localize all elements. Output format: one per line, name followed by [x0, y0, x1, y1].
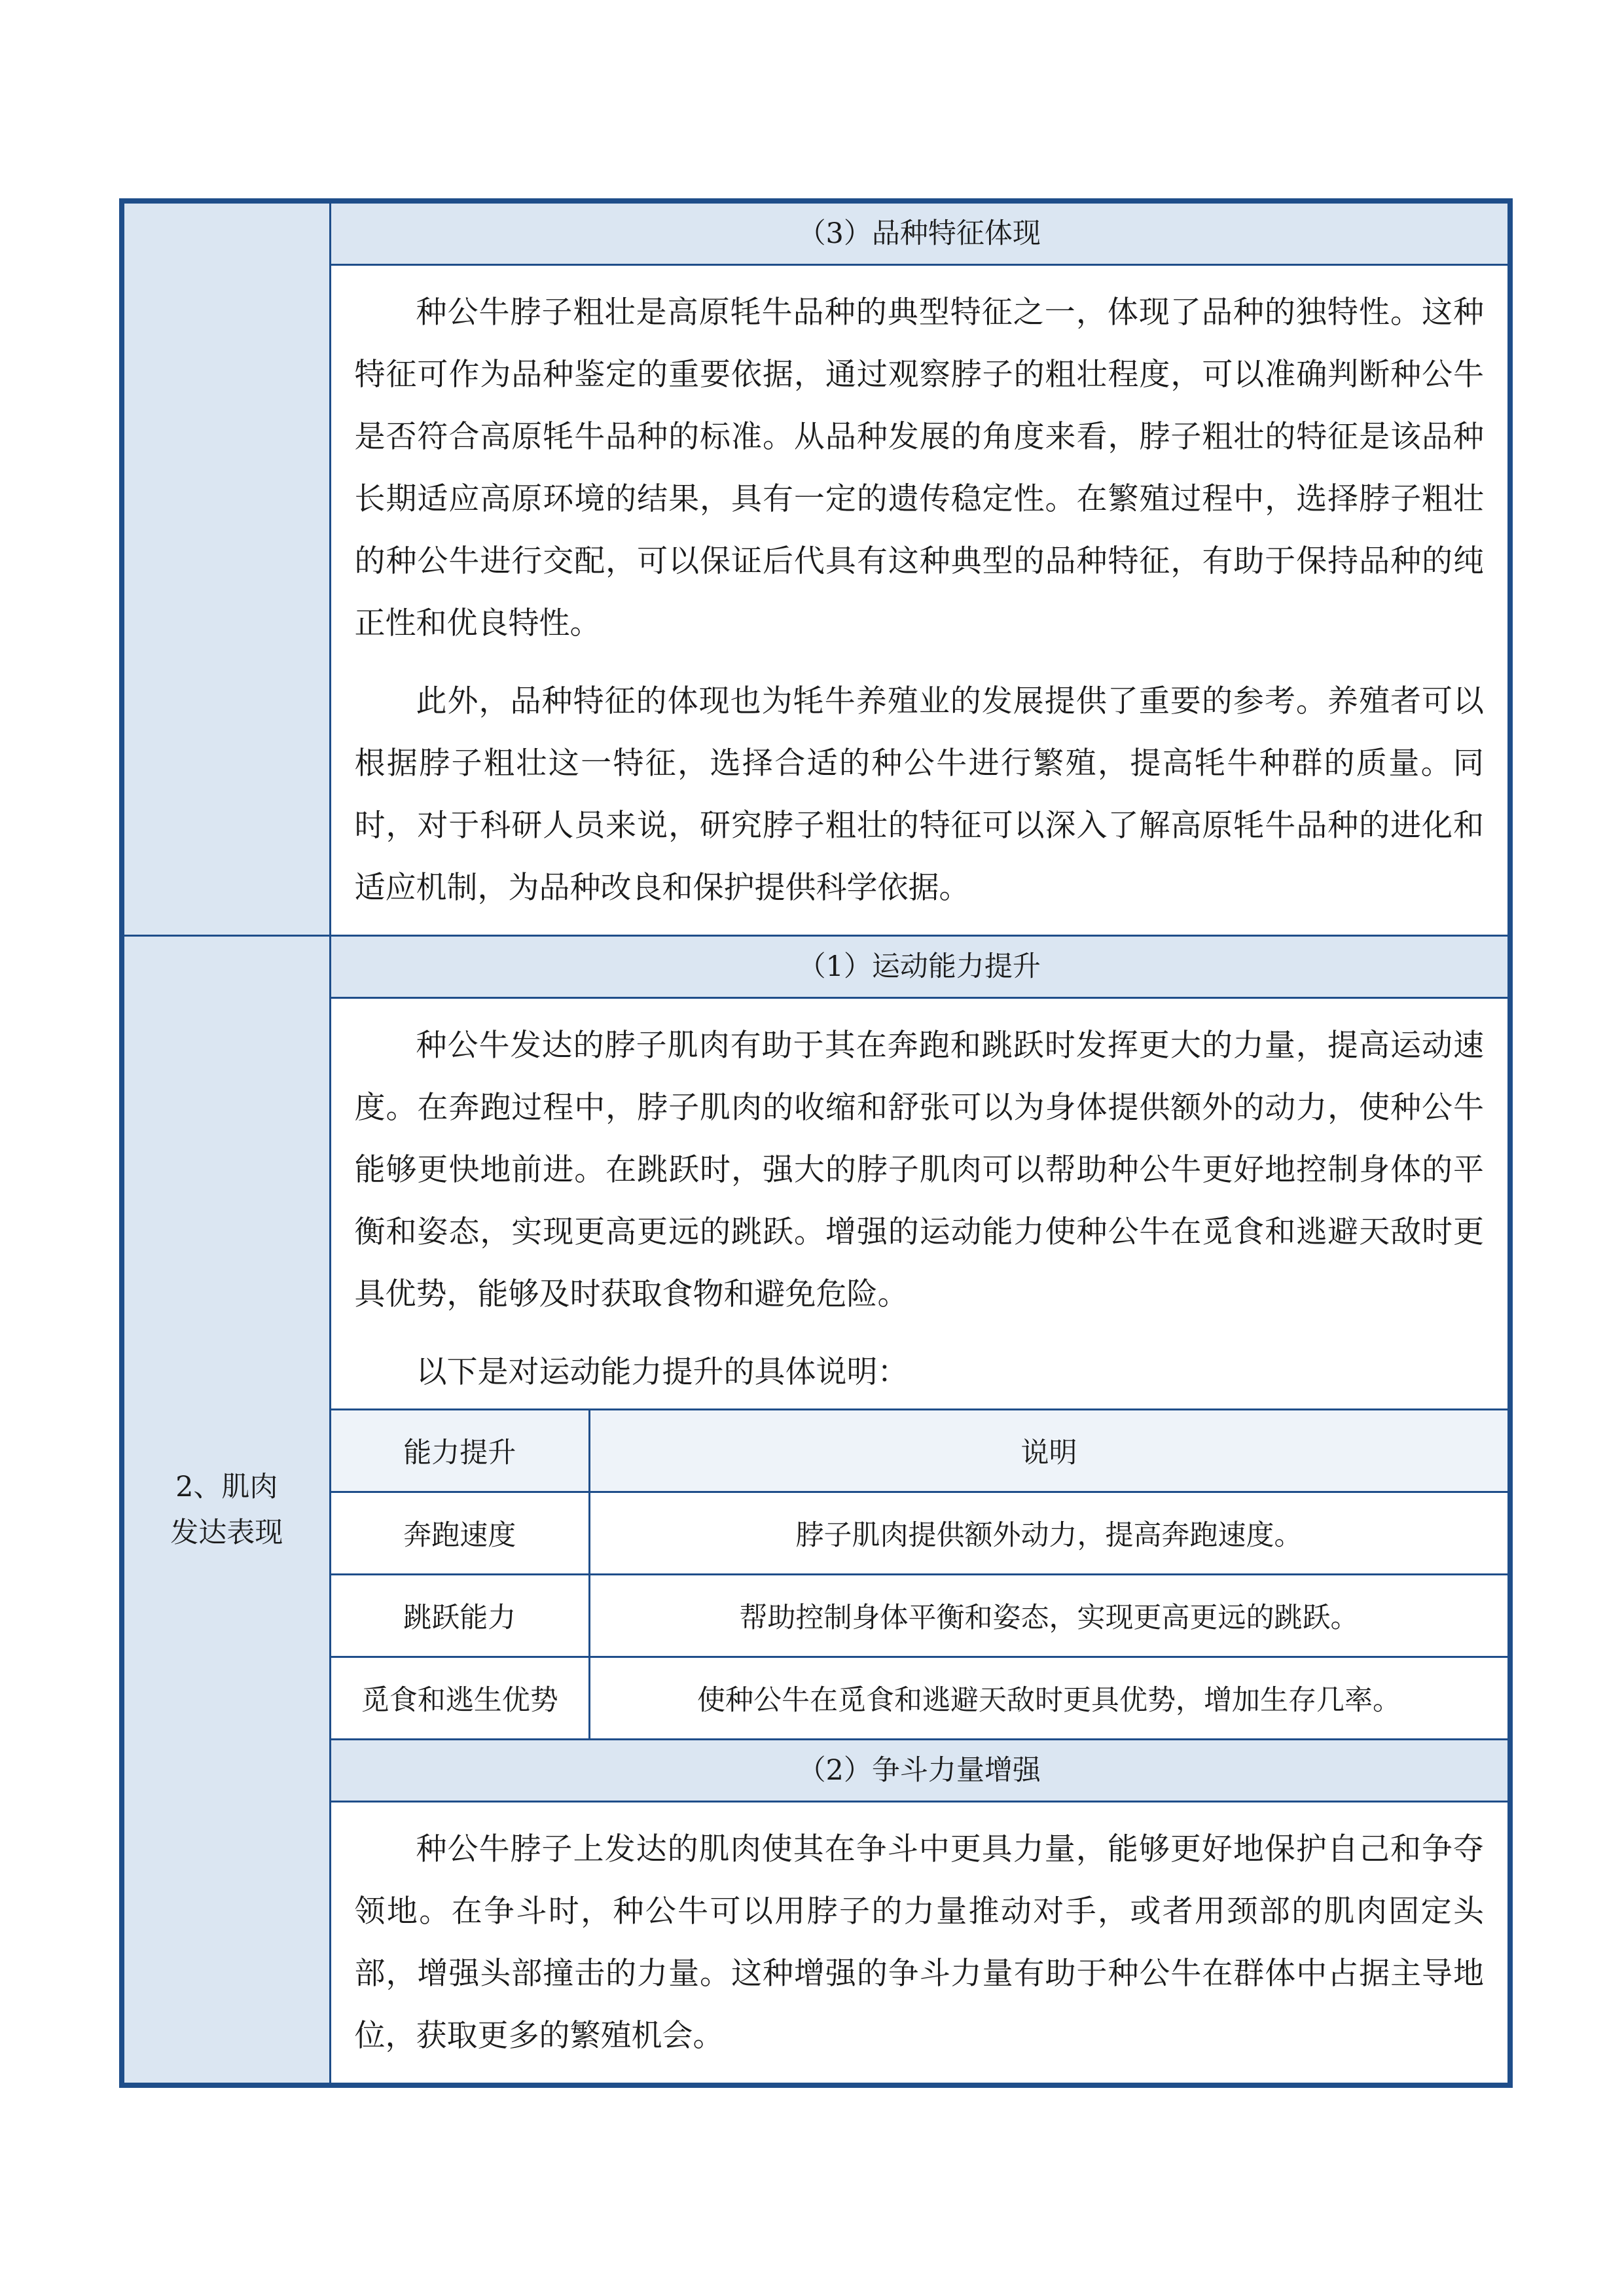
table-cell: 使种公牛在觅食和逃避天敌时更具优势，增加生存几率。 [590, 1657, 1508, 1739]
section-label-muscle [122, 936, 330, 2086]
row-fight-heading [122, 1740, 1510, 1802]
table-header-row [331, 1410, 1508, 1492]
ability-table [331, 1410, 1508, 1738]
ability-table-cell [330, 1410, 1510, 1740]
table-row [331, 1492, 1508, 1575]
table-row [331, 1575, 1508, 1657]
row-breed-heading [122, 201, 1510, 265]
table-cell: 奔跑速度 [331, 1492, 590, 1575]
left-cell-empty [122, 201, 330, 936]
paragraph: 种公牛脖子上发达的肌肉使其在争斗中更具力量，能够更好地保护自己和争夺领地。在争斗时，种公牛可以用脖子的力量推动对手，或者用颈部的肌肉固定头部，增强头部撞击的力量。这种增强的争斗力量有助于种公牛在群体中占据主导地位，获取更多的繁殖机会。 [354, 1831, 1484, 2054]
paragraph: 种公牛发达的脖子肌肉有助于其在奔跑和跳跃时发挥更大的力量，提高运动速度。在奔跑过程中，脖子肌肉的收缩和舒张可以为身体提供额外的动力，使种公牛能够更快地前进。在跳跃时，强大的脖子肌肉可以帮助种公牛更好地控制身体的平衡和姿态，实现更高更远的跳跃。增强的运动能力使种公牛在觅食和逃避天敌时更具优势，能够及时获取食物和避免危险。 [354, 1028, 1484, 1312]
table-cell: 觅食和逃生优势 [331, 1657, 590, 1739]
table-row [331, 1657, 1508, 1739]
row-motion-body [122, 998, 1510, 1410]
row-fight-body [122, 1802, 1510, 2086]
section-heading-motion: （1）运动能力提升 [330, 936, 1510, 998]
section-body-breed [330, 265, 1510, 936]
table-cell: 脖子肌肉提供额外动力，提高奔跑速度。 [590, 1492, 1508, 1575]
table-cell: 跳跃能力 [331, 1575, 590, 1657]
row-breed-body [122, 265, 1510, 936]
table-header: 能力提升 [331, 1410, 590, 1492]
section-heading-fight: （2）争斗力量增强 [330, 1740, 1510, 1802]
section-heading-breed: （3）品种特征体现 [330, 201, 1510, 265]
section-label-text: 2、肌肉发达表现 [170, 1470, 283, 1549]
content-table [119, 198, 1513, 2088]
table-cell: 帮助控制身体平衡和姿态，实现更高更远的跳跃。 [590, 1575, 1508, 1657]
paragraph: 以下是对运动能力提升的具体说明： [416, 1354, 909, 1390]
row-motion-heading [122, 936, 1510, 998]
table-header: 说明 [590, 1410, 1508, 1492]
paragraph: 种公牛脖子粗壮是高原牦牛品种的典型特征之一，体现了品种的独特性。这种特征可作为品种鉴定的重要依据，通过观察脖子的粗壮程度，可以准确判断种公牛是否符合高原牦牛品种的标准。从品种发展的角度来看，脖子粗壮的特征是该品种长期适应高原环境的结果，具有一定的遗传稳定性。在繁殖过程中，选择脖子粗壮的种公牛进行交配，可以保证后代具有这种典型的品种特征，有助于保持品种的纯正性和优良特性。 [354, 295, 1484, 641]
paragraph: 此外，品种特征的体现也为牦牛养殖业的发展提供了重要的参考。养殖者可以根据脖子粗壮这一特征，选择合适的种公牛进行繁殖，提高牦牛种群的质量。同时，对于科研人员来说，研究脖子粗壮的特征可以深入了解高原牦牛品种的进化和适应机制，为品种改良和保护提供科学依据。 [354, 683, 1484, 906]
section-body-fight [330, 1802, 1510, 2086]
row-motion-table [122, 1410, 1510, 1740]
section-body-motion [330, 998, 1510, 1410]
